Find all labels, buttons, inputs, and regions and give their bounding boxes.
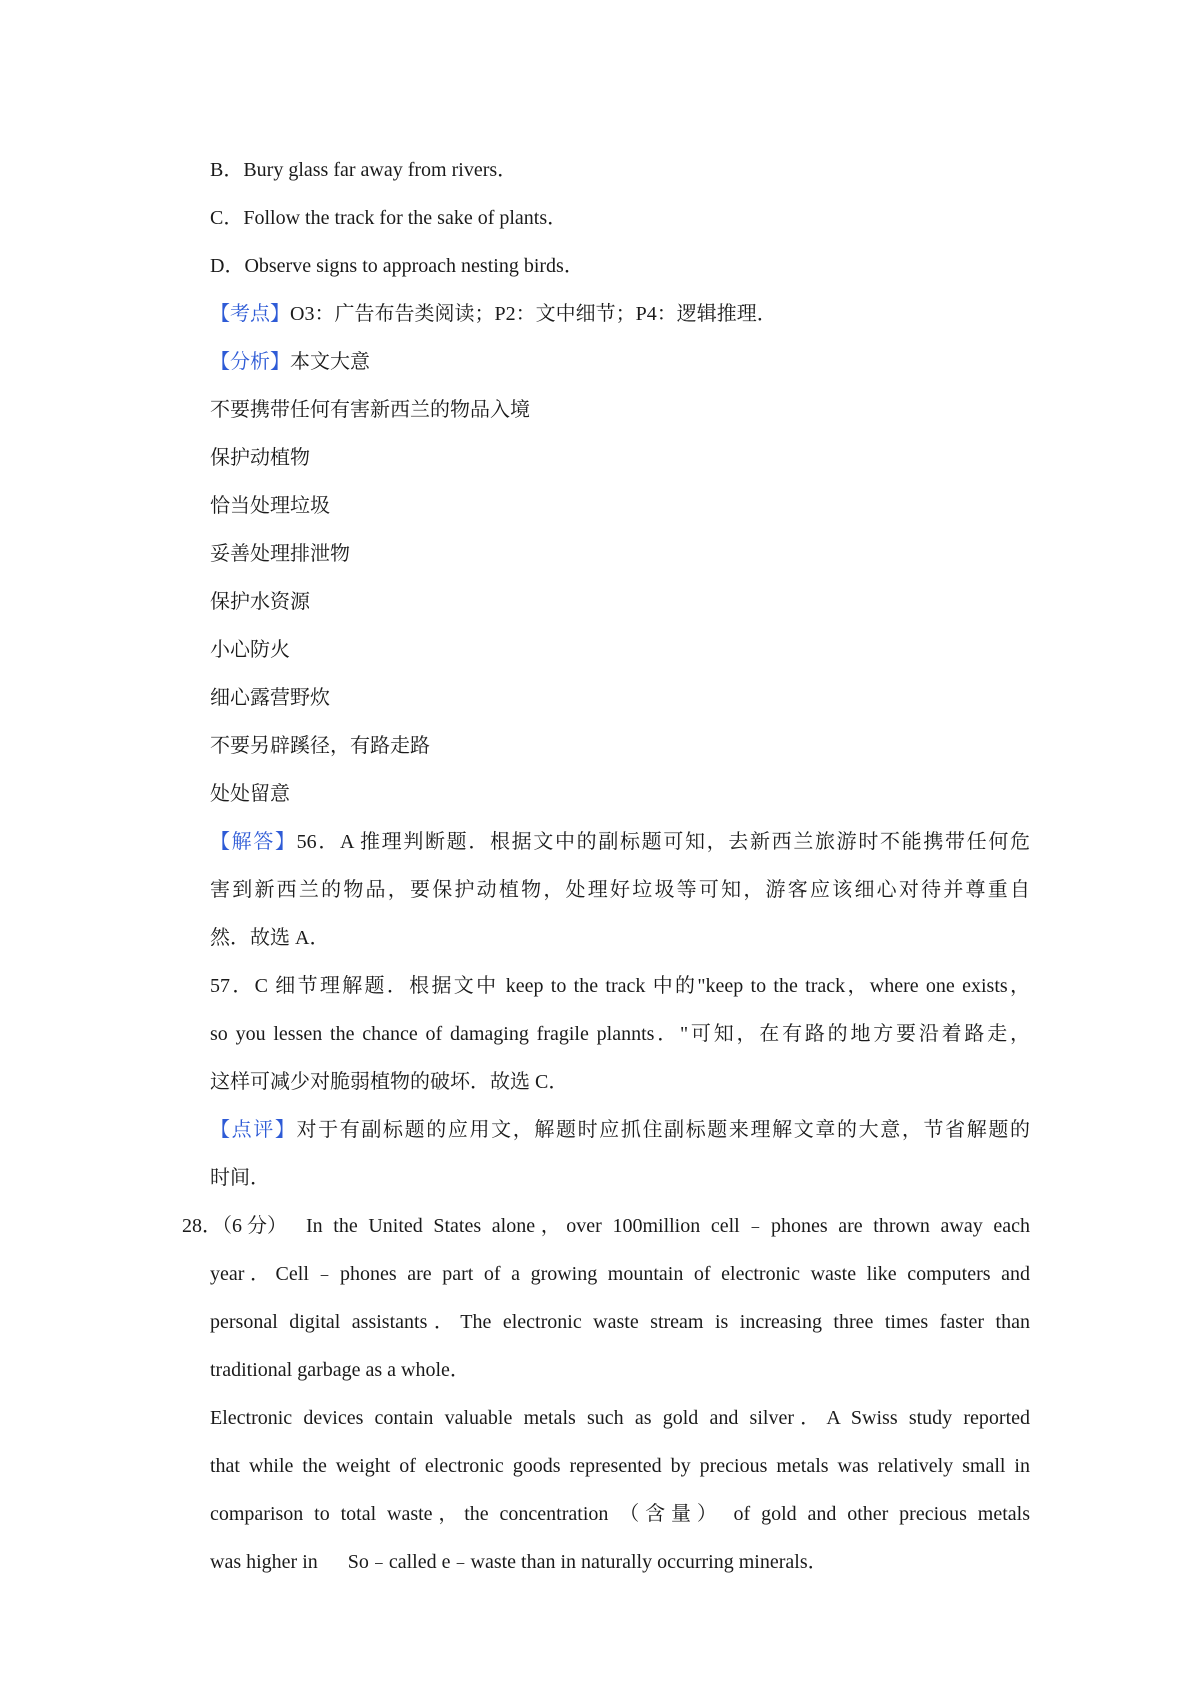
- q28-line-3: personal digital assistants．The electronic waste stream is increasing three times faster than: [210, 1311, 1030, 1333]
- kaodian-text: O3：广告布告类阅读；P2：文中细节；P4：逻辑推理．: [290, 303, 777, 325]
- dianping-tag: 【点评】: [210, 1119, 297, 1141]
- option-d: D．Observe signs to approach nesting birds．: [210, 255, 584, 277]
- q28-line-1: In the United States alone，over 100million cell﹣phones are thrown away each: [306, 1215, 1030, 1237]
- jieda-line-2: 害到新西兰的物品，要保护动植物，处理好垃圾等可知，游客应该细心对待并尊重自: [210, 879, 1030, 901]
- dianping-line-2: 时间．: [210, 1167, 270, 1189]
- jieda-line-5: so you lessen the chance of damaging fragile plannts．"可知，在有路的地方要沿着路走，: [210, 1023, 1030, 1045]
- jieda-tag: 【解答】: [210, 831, 297, 853]
- fenxi-item: 恰当处理垃圾: [210, 495, 330, 517]
- fenxi-text: 本文大意: [290, 351, 370, 373]
- jieda-line-1: [210, 828, 1030, 856]
- q28-line-8: was higher in So﹣called e﹣waste than in naturally occurring minerals．: [210, 1551, 828, 1573]
- question-28-number: 28．（6 分）: [182, 1215, 287, 1237]
- option-c: C．Follow the track for the sake of plants．: [210, 207, 568, 229]
- dianping-line-1: [210, 1116, 1030, 1144]
- fenxi-item: 不要携带任何有害新西兰的物品入境: [210, 399, 530, 421]
- q28-line-4: traditional garbage as a whole．: [210, 1359, 470, 1381]
- q28-line-6: that while the weight of electronic goods represented by precious metals was relatively small in: [210, 1455, 1030, 1477]
- fenxi-tag: 【分析】: [210, 351, 290, 373]
- q28-line-7: comparison to total waste，the concentration （含量） of gold and other precious metals: [210, 1503, 1030, 1525]
- option-b: B．Bury glass far away from rivers．: [210, 159, 518, 181]
- fenxi-item: 处处留意: [210, 783, 290, 805]
- fenxi-item: 细心露营野炊: [210, 687, 330, 709]
- kaodian-line: [210, 300, 1030, 328]
- fenxi-item: 小心防火: [210, 639, 290, 661]
- fenxi-item: 妥善处理排泄物: [210, 543, 350, 565]
- jieda-line-3: 然．故选 A．: [210, 927, 330, 949]
- fenxi-item: 保护水资源: [210, 591, 310, 613]
- fenxi-line: [210, 348, 1030, 376]
- jieda-line-6: 这样可减少对脆弱植物的破坏．故选 C．: [210, 1071, 569, 1093]
- fenxi-item: 保护动植物: [210, 447, 310, 469]
- kaodian-tag: 【考点】: [210, 303, 290, 325]
- jieda-text-1: 56．A 推理判断题．根据文中的副标题可知，去新西兰旅游时不能携带任何危: [296, 831, 1031, 853]
- q28-line-2: year．Cell﹣phones are part of a growing mountain of electronic waste like computers and: [210, 1263, 1030, 1285]
- dianping-text-1: 对于有副标题的应用文，解题时应抓住副标题来理解文章的大意，节省解题的: [296, 1119, 1031, 1141]
- jieda-line-4: 57．C 细节理解题．根据文中 keep to the track 中的"keep to the track，where one exists，: [210, 975, 1030, 997]
- q28-line-5: Electronic devices contain valuable metals such as gold and silver．A Swiss study reported: [210, 1407, 1030, 1429]
- fenxi-item: 不要另辟蹊径，有路走路: [210, 735, 430, 757]
